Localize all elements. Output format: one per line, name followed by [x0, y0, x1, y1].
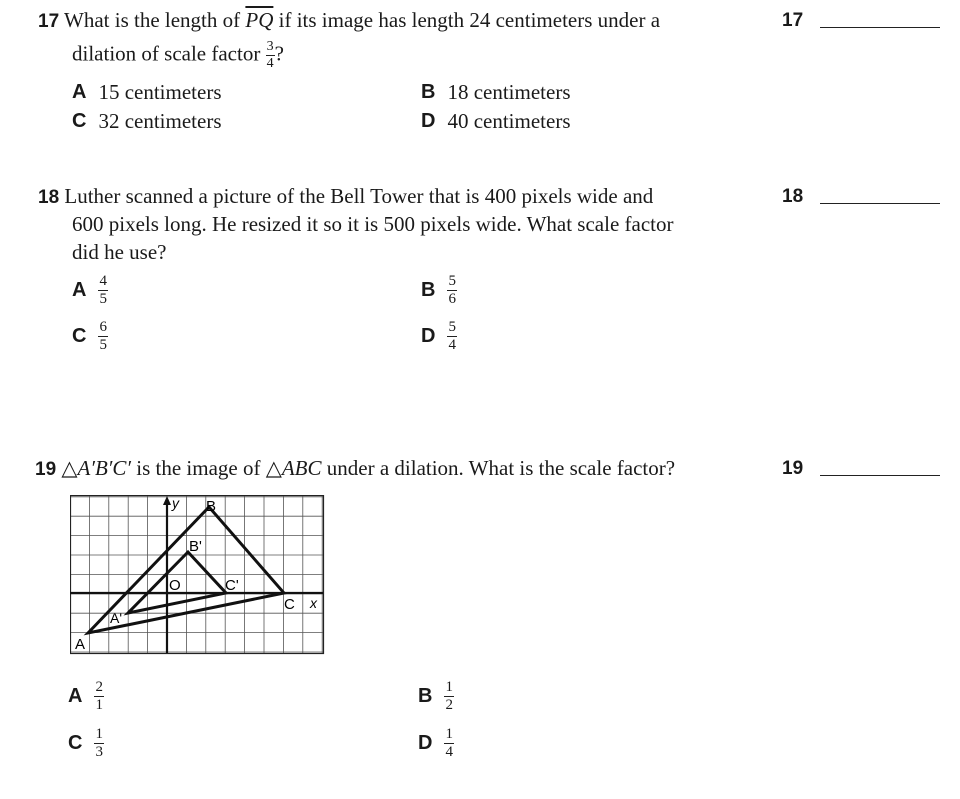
- q18-choice-d[interactable]: [421, 320, 457, 353]
- q17-choice-b[interactable]: [421, 80, 571, 105]
- fraction-den: 2: [445, 697, 453, 713]
- fraction-num: 5: [448, 319, 456, 335]
- q17-choice-c[interactable]: [72, 109, 222, 134]
- q19-choice-a[interactable]: [68, 680, 104, 713]
- fraction-num: 2: [95, 679, 103, 695]
- y-axis-label: y: [172, 495, 179, 511]
- fraction-den: 1: [95, 697, 103, 713]
- q17-answer-label: 17: [782, 10, 804, 31]
- choice-letter: B: [421, 81, 436, 103]
- vertex-a-label: A: [75, 636, 86, 653]
- dilation-graph: [70, 495, 326, 655]
- q19-choice-b[interactable]: [418, 680, 454, 713]
- fraction-num: 6: [99, 319, 107, 335]
- fraction-num: 5: [448, 273, 456, 289]
- choice-fraction: [94, 727, 104, 760]
- q18-choice-c[interactable]: [72, 320, 108, 353]
- q19-mid-text: is the image of: [136, 456, 261, 480]
- choice-letter: A: [68, 685, 83, 707]
- choice-letter: C: [68, 732, 83, 754]
- q17-line2: [72, 40, 284, 71]
- q19-line1: [35, 456, 675, 481]
- choice-letter: A: [72, 279, 87, 301]
- q17-line2-text: dilation of scale factor: [72, 41, 261, 66]
- q19-triangle-image: △A′B′C′: [61, 456, 131, 480]
- fraction-den: 6: [448, 291, 456, 307]
- q17-line1: [38, 8, 660, 33]
- q18-answer-blank[interactable]: [820, 203, 940, 204]
- y-axis-arrow: [163, 496, 171, 505]
- fraction-num: 1: [95, 726, 103, 742]
- choice-fraction: [98, 274, 108, 307]
- q17-scale-num: 3: [266, 39, 274, 54]
- choice-fraction: [94, 680, 104, 713]
- x-axis-label: x: [310, 595, 317, 611]
- vertex-a-prime-label: A': [110, 610, 123, 626]
- fraction-den: 5: [99, 291, 107, 307]
- q17-scale-fraction: [266, 40, 275, 71]
- q18-line3: did he use?: [72, 240, 167, 264]
- q19-choice-c[interactable]: [68, 727, 104, 760]
- fraction-num: 4: [99, 273, 107, 289]
- choice-letter: D: [421, 325, 436, 347]
- choice-fraction: [444, 727, 454, 760]
- q18-choice-a[interactable]: [72, 274, 108, 307]
- vertex-b-prime-label: B': [189, 538, 202, 555]
- choice-fraction: [98, 320, 108, 353]
- q17-number: 17: [38, 11, 60, 32]
- q19-triangle-original: △ABC: [265, 456, 322, 480]
- vertex-b-label: B: [206, 498, 217, 515]
- vertex-c-label: C: [284, 596, 295, 613]
- fraction-num: 1: [445, 679, 453, 695]
- choice-letter: C: [72, 110, 87, 132]
- q19-choice-d[interactable]: [418, 727, 454, 760]
- origin-label: O: [169, 577, 181, 594]
- choice-letter: D: [418, 732, 433, 754]
- fraction-num: 1: [445, 726, 453, 742]
- q19-answer-blank[interactable]: [820, 475, 940, 476]
- q19-end-text: under a dilation. What is the scale factor?: [326, 456, 676, 480]
- q18-choice-b[interactable]: [421, 274, 457, 307]
- fraction-den: 4: [448, 337, 456, 353]
- choice-text: 40 centimeters: [447, 109, 571, 133]
- q17-choice-d[interactable]: [421, 109, 571, 134]
- choice-fraction: [444, 680, 454, 713]
- q17-segment: $\overline{PQ}$: [245, 8, 274, 32]
- fraction-den: 5: [99, 337, 107, 353]
- q19-answer-label: 19: [782, 458, 804, 479]
- q17-text-b: if its image has length 24 centimeters under a: [278, 8, 661, 32]
- q17-choice-a[interactable]: [72, 80, 222, 105]
- q17-text-a: What is the length of: [64, 8, 241, 32]
- q18-line2: 600 pixels long. He resized it so it is 500 pixels wide. What scale factor: [72, 212, 674, 236]
- choice-letter: B: [421, 279, 436, 301]
- choice-text: 32 centimeters: [98, 109, 222, 133]
- choice-fraction: [447, 274, 457, 307]
- q17-scale-den: 4: [266, 56, 274, 71]
- choice-fraction: [447, 320, 457, 353]
- fraction-den: 3: [95, 744, 103, 760]
- q18-line1: [38, 184, 653, 209]
- q19-number: 19: [35, 459, 57, 480]
- q18-line1-text: Luther scanned a picture of the Bell Tower that is 400 pixels wide and: [64, 184, 654, 208]
- q17-answer-blank[interactable]: [820, 27, 940, 28]
- choice-letter: D: [421, 110, 436, 132]
- choice-text: 18 centimeters: [447, 80, 571, 104]
- vertex-c-prime-label: C': [225, 577, 239, 594]
- q17-qmark: ?: [274, 41, 284, 66]
- choice-letter: A: [72, 81, 87, 103]
- q18-number: 18: [38, 187, 60, 208]
- fraction-den: 4: [445, 744, 453, 760]
- choice-letter: B: [418, 685, 433, 707]
- choice-letter: C: [72, 325, 87, 347]
- choice-text: 15 centimeters: [98, 80, 222, 104]
- q18-answer-label: 18: [782, 186, 804, 207]
